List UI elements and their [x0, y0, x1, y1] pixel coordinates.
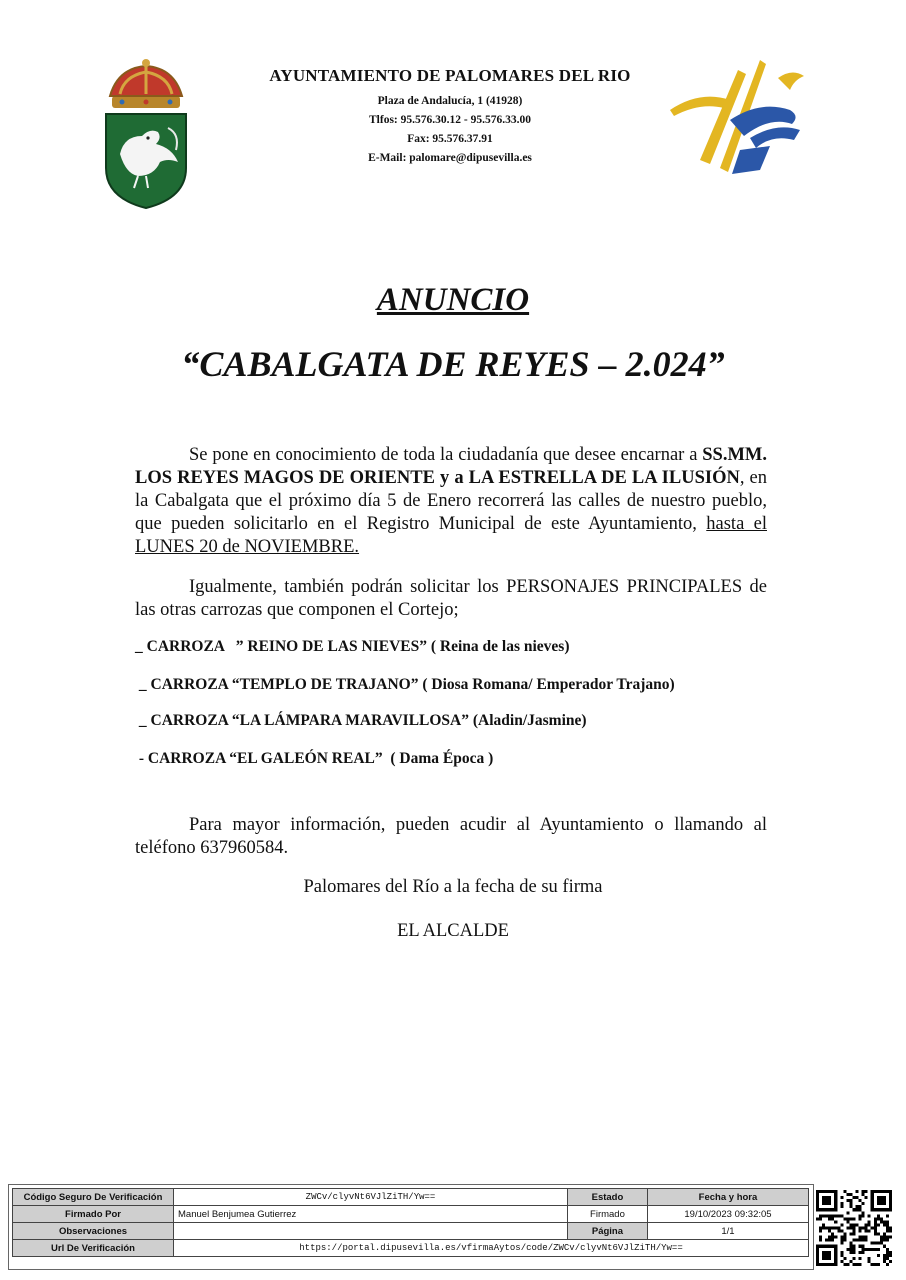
paragraph-text: Para mayor información, pueden acudir al Ayuntamiento o llamando al teléfono 637960584. [135, 815, 767, 858]
url-label: Url De Verificación [13, 1240, 174, 1257]
code-label: Código Seguro De Verificación [13, 1189, 174, 1206]
info-paragraph [135, 814, 767, 860]
paragraph-text: , en la Cabalgata que el próximo día 5 de Enero recorrerá las calles de nuestro pueblo, que pueden solicitarlo en el Registro Municipal de este Ayuntamiento, [135, 468, 767, 534]
address-line: Plaza de Andalucía, 1 (41928) [377, 95, 523, 107]
estado-label: Estado [567, 1189, 647, 1206]
verification-table [12, 1188, 809, 1257]
letterhead [200, 66, 700, 168]
pagina-label: Página [567, 1223, 647, 1240]
email-line: E-Mail: palomare@dipusevilla.es [368, 152, 532, 164]
phone-line: Tlfos: 95.576.30.12 - 95.576.33.00 [369, 114, 531, 126]
list-item: _ CARROZA “LA LÁMPARA MARAVILLOSA” (Aladin/Jasmine) [135, 712, 587, 729]
estado-value: Firmado [567, 1206, 647, 1223]
table-row [13, 1223, 809, 1240]
paragraph-bold-text: SS.MM. LOS REYES MAGOS DE ORIENTE y a LA ESTRELLA DE LA ILUSIÓN [135, 445, 767, 488]
signature-title: EL ALCALDE [397, 921, 509, 941]
pagina-value: 1/1 [647, 1223, 808, 1240]
deadline-text: hasta el LUNES 20 de NOVIEMBRE. [135, 514, 767, 557]
table-row [13, 1240, 809, 1257]
table-row [13, 1189, 809, 1206]
event-title: “CABALGATA DE REYES – 2.024” [181, 344, 725, 384]
firmado-label: Firmado Por [13, 1206, 174, 1223]
observaciones-label: Observaciones [13, 1223, 174, 1240]
observaciones-value [174, 1223, 568, 1240]
list-item: - CARROZA “EL GALEÓN REAL” ( Dama Época ) [135, 750, 494, 767]
institution-name: AYUNTAMIENTO DE PALOMARES DEL RIO [269, 66, 631, 85]
qr-code-icon[interactable] [816, 1190, 892, 1266]
table-row [13, 1206, 809, 1223]
coat-of-arms-icon [98, 58, 194, 210]
fecha-label: Fecha y hora [647, 1189, 808, 1206]
code-value: ZWCv/clyvNt6VJlZiTH/Yw== [174, 1189, 568, 1206]
paragraph-text: Igualmente, también podrán solicitar los PERSONAJES PRINCIPALES de las otras carrozas que componen el Cortejo; [135, 577, 767, 620]
place-date: Palomares del Río a la fecha de su firma [303, 877, 603, 897]
list-item: _ CARROZA ” REINO DE LAS NIEVES” ( Reina de las nieves) [135, 638, 570, 655]
verification-url-link[interactable]: https://portal.dipusevilla.es/vfirmaAytos/code/ZWCv/clyvNt6VJlZiTH/Yw== [174, 1240, 809, 1257]
fax-line: Fax: 95.576.37.91 [407, 133, 493, 145]
fecha-value: 19/10/2023 09:32:05 [647, 1206, 808, 1223]
document-title: ANUNCIO [376, 282, 530, 318]
announcement-paragraph [135, 444, 767, 559]
list-item: _ CARROZA “TEMPLO DE TRAJANO” ( Diosa Romana/ Emperador Trajano) [135, 676, 675, 693]
firmado-value: Manuel Benjumea Gutierrez [174, 1206, 568, 1223]
paragraph-text: Se pone en conocimiento de toda la ciudadanía que desee encarnar a [189, 445, 703, 465]
characters-paragraph [135, 576, 767, 622]
